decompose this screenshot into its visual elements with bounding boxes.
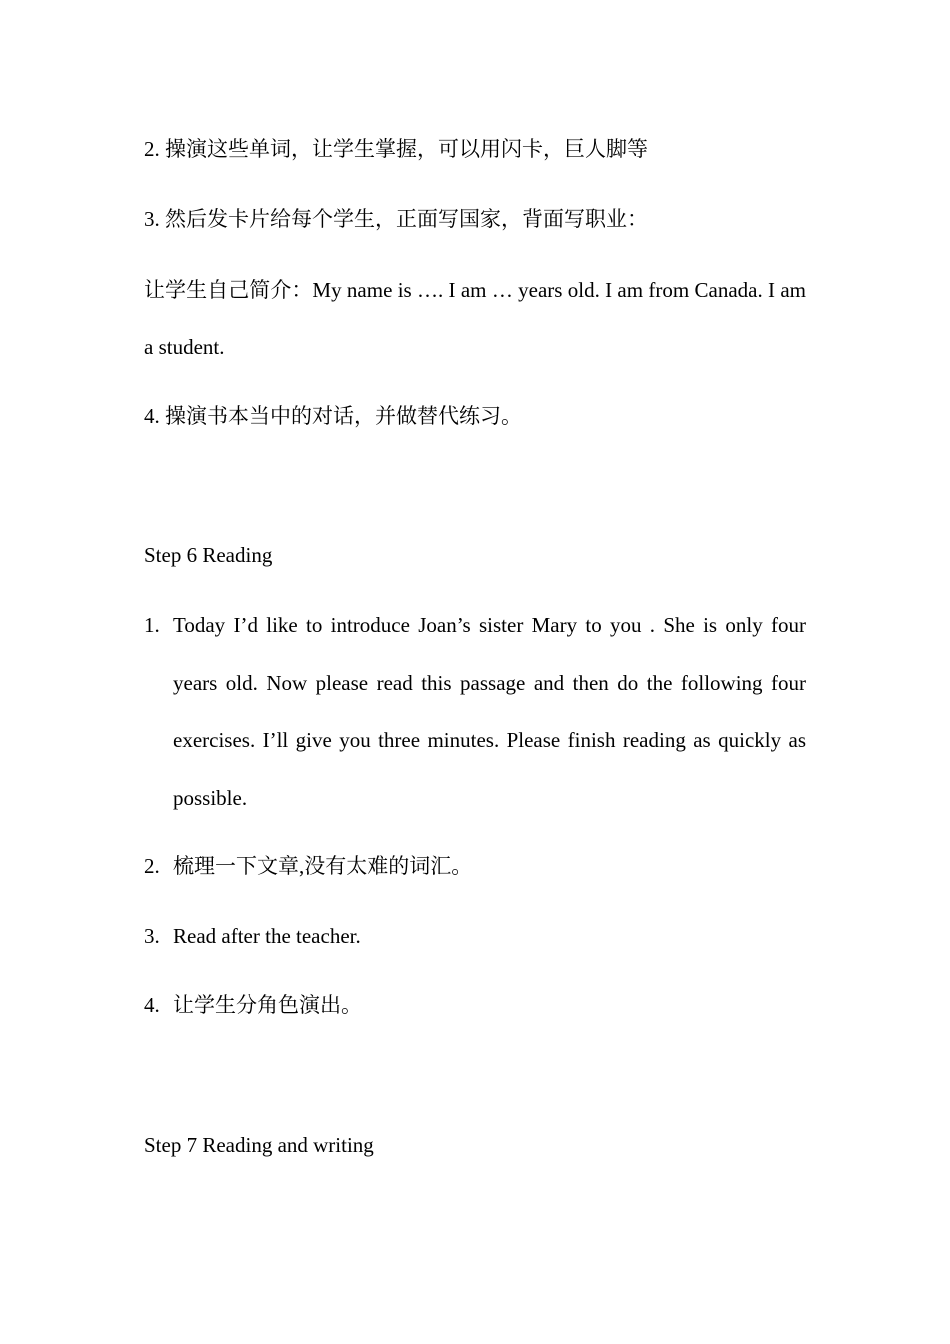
step6-list-item-3: [144, 908, 806, 966]
list-item-text: 让学生分角色演出。: [173, 993, 362, 1017]
list-item-number: 2.: [144, 854, 160, 878]
list-item-number: 3.: [144, 924, 160, 948]
paragraph-drill-words: 2. 操演这些单词，让学生掌握，可以用闪卡，巨人脚等: [144, 137, 648, 161]
step6-list-item-2: [144, 838, 806, 896]
list-item-number: 1.: [144, 613, 160, 637]
paragraph-hand-out-cards: 3. 然后发卡片给每个学生，正面写国家，背面写职业：: [144, 207, 648, 231]
step6-heading: Step 6 Reading: [144, 543, 273, 567]
list-item-number: 4.: [144, 993, 160, 1017]
step6-list-item-4: [144, 977, 806, 1035]
list-item-text: Today I’d like to introduce Joan’s sister Mary to you . She is only four years old. Now please read this passage and then do the following four exercises. I’ll give you three minutes. Please finish reading as quickly as possible.: [173, 613, 806, 810]
step6-list-item-1: [144, 597, 806, 827]
step7-heading: Step 7 Reading and writing: [144, 1133, 374, 1157]
list-item-text: Read after the teacher.: [173, 924, 361, 948]
paragraph-self-introduction: 让学生自己简介：My name is …. I am … years old. I am from Canada. I am a student.: [144, 278, 806, 359]
list-item-text: 梳理一下文章,没有太难的词汇。: [173, 854, 473, 878]
paragraph-dialogue-practice: 4. 操演书本当中的对话，并做替代练习。: [144, 404, 522, 428]
